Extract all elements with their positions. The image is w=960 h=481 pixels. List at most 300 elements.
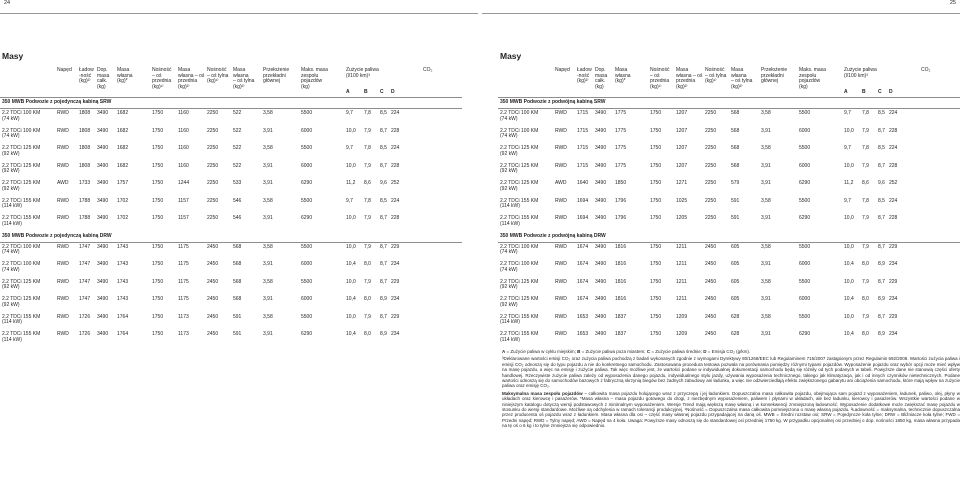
table-cell: 591: [731, 215, 740, 221]
table-cell: 2250: [705, 162, 717, 169]
table-cell: 5500: [799, 145, 811, 151]
column-header: Dop. masa całk. (kg): [595, 67, 608, 90]
table-cell: 11,2: [844, 180, 854, 186]
table-cell: 2450: [705, 261, 717, 267]
table-cell: 1715: [577, 127, 589, 134]
table-cell: 10,4: [346, 331, 356, 337]
table-cell: 229: [391, 313, 400, 320]
table-cell: 1271: [676, 180, 688, 186]
table-cell: 7,8: [862, 145, 869, 151]
table-cell: 3,91: [263, 127, 273, 134]
table-cell: 10,0: [346, 243, 356, 250]
table-cell: 1750: [650, 296, 662, 302]
table-cell: 2250: [705, 110, 717, 116]
table-cell: 3490: [595, 215, 607, 221]
table-cell: 1750: [650, 331, 662, 337]
table-cell: 2.2 TDCi 155 KM (114 kW): [2, 331, 41, 343]
table-cell: RWD: [555, 127, 567, 134]
table-cell: 1750: [650, 243, 662, 250]
table-cell: 3,58: [761, 243, 771, 250]
table-cell: 224: [391, 145, 400, 151]
table-cell: 3490: [97, 215, 109, 221]
table-cell: 229: [889, 313, 898, 320]
table-cell: 224: [889, 145, 898, 151]
table-cell: 605: [731, 296, 740, 302]
table-cell: 546: [233, 215, 242, 221]
table-cell: 1173: [178, 313, 189, 320]
table-cell: 8,7: [380, 278, 387, 285]
legend-key: C: [646, 349, 651, 354]
table-cell: 2.2 TDCi 125 KM (92 kW): [2, 180, 41, 192]
table-cell: 568: [233, 296, 242, 302]
table-cell: 224: [391, 197, 400, 204]
table-cell: 3,91: [263, 296, 273, 302]
table-cell: 5500: [301, 110, 313, 116]
table-cell: 2.2 TDCi 125 KM (92 kW): [500, 180, 539, 192]
table-cell: 234: [889, 261, 898, 267]
page-title: Masy: [2, 51, 24, 61]
divider: [498, 97, 960, 98]
table-cell: 2450: [207, 261, 219, 267]
table-cell: 2250: [705, 215, 717, 221]
column-header: Ładow -ność (kg)²⁾: [79, 67, 94, 85]
table-cell: 3490: [595, 145, 607, 151]
table-cell: 8,5: [380, 197, 387, 204]
table-cell: 6000: [799, 261, 811, 267]
table-cell: 1674: [577, 243, 589, 250]
divider: [498, 108, 960, 109]
table-cell: 9,7: [346, 110, 353, 116]
table-cell: 1207: [676, 127, 688, 134]
table-cell: RWD: [57, 296, 69, 302]
fuel-legend-note: [502, 349, 960, 354]
table-cell: AWD: [555, 180, 567, 186]
table-cell: 234: [889, 331, 898, 337]
table-cell: 3,91: [263, 162, 273, 169]
table-cell: 2250: [207, 162, 219, 169]
table-cell: 8,7: [380, 261, 387, 267]
table-cell: 3,58: [263, 243, 273, 250]
table-cell: 8,7: [380, 127, 387, 134]
table-cell: 1157: [178, 215, 189, 221]
table-cell: 2450: [207, 313, 219, 320]
table-cell: 1750: [152, 331, 164, 337]
table-cell: 229: [889, 243, 898, 250]
table-cell: 10,0: [844, 278, 854, 285]
table-cell: 7,9: [364, 127, 371, 134]
table-cell: 7,8: [862, 110, 869, 116]
fuel-subheader: C: [878, 89, 882, 95]
table-cell: 628: [731, 331, 740, 337]
table-cell: 2250: [207, 197, 219, 204]
table-cell: 2250: [207, 145, 219, 151]
table-cell: RWD: [555, 261, 567, 267]
table-cell: RWD: [555, 197, 567, 204]
table-cell: 3490: [595, 261, 607, 267]
table-cell: 228: [889, 162, 898, 169]
table-cell: 1808: [79, 127, 91, 134]
table-cell: 1750: [152, 162, 164, 169]
column-header: Dop. masa całk. (kg): [97, 67, 110, 90]
column-header: Zużycie paliwa (l/100 km)³: [346, 67, 379, 79]
table-cell: 3490: [97, 127, 109, 134]
table-cell: 2.2 TDCi 125 KM (92 kW): [500, 162, 539, 175]
table-cell: 591: [233, 331, 242, 337]
table-cell: 8,9: [878, 261, 885, 267]
table-cell: 1743: [117, 261, 129, 267]
table-cell: 3,91: [761, 261, 771, 267]
table-cell: 1674: [577, 278, 589, 285]
table-cell: 1788: [79, 197, 91, 204]
table-cell: 8,5: [380, 110, 387, 116]
table-cell: 1025: [676, 197, 688, 204]
table-cell: RWD: [555, 162, 567, 169]
table-cell: 8,7: [878, 215, 885, 221]
table-cell: 2450: [705, 313, 717, 320]
table-cell: 6290: [301, 215, 313, 221]
table-cell: 1743: [117, 278, 129, 285]
table-cell: 7,8: [862, 197, 869, 204]
emissions-note: ³Deklarowane wartości emisji CO₂ oraz zużycia paliwa pochodzą z badań wykonanych zgodnie z wymogami Dyrektywy 80/1268/EEC lub Regulaminem 715/2007 zastąpionym przez Regulamin 692/2008. Wartości zużycia paliwa i emisji CO₂ odnoszą się do typu pojazdu a nie do konkretnego samochodu. Zastosowana procedura testowa pozwala na porównania pomiędzy różnymi typami pojazdów. Wyposażenie pojazdu oraz wybór opcji może mieć wpływ na masę pojazdu, a więc na emisję i zużycie paliwa. Tak więc możliwe jest, że wartości podane w indywidualnej dokumentacji samochodu będą się różniły od tych podanych w tabeli. Powyższe dane nie stanowią części oferty handlowej. Rzeczywiste zużycie paliwa zależy od wyposażenia danego pojazdu, indywidualnego stylu jazdy, używania wyposażenia technicznego, takiego jak klimatyzacja, jak i od innych czynników nietechnicznych. Podane wartości odnoszą się do samochodów bazowych z fabryczną skrzynią biegów bez żadnych zabudowy ani ładunku, a więc nie odzwierciedlają efektu zwiększonego gabarytu ani obciążenia samochodu, które mają wpływ na zużycie paliwa oraz emisję CO₂.: [502, 356, 960, 389]
table-cell: 3490: [97, 331, 109, 337]
table-cell: 3,58: [263, 145, 273, 151]
table-cell: 1757: [117, 180, 129, 186]
divider: [0, 242, 462, 243]
table-cell: 568: [233, 243, 242, 250]
table-cell: 5500: [301, 197, 313, 204]
column-header: Napęd: [57, 67, 72, 73]
table-cell: 1715: [577, 162, 589, 169]
masses-note: [502, 391, 960, 429]
table-cell: 11,2: [346, 180, 356, 186]
table-cell: 5500: [799, 243, 811, 250]
table-cell: 228: [391, 215, 400, 221]
table-cell: 1743: [117, 296, 129, 302]
table-cell: 2.2 TDCi 100 KM (74 kW): [2, 127, 41, 140]
table-cell: 3,58: [761, 110, 771, 116]
table-cell: 229: [391, 278, 400, 285]
table-cell: 8,6: [364, 180, 371, 186]
table-cell: 8,7: [878, 278, 885, 285]
table-cell: 8,9: [380, 296, 387, 302]
table-cell: 2250: [207, 180, 219, 186]
table-cell: 1640: [577, 180, 589, 186]
divider: [0, 97, 462, 98]
section-title: 350 MWB Podwozie z pojedynczą kabiną SRW: [2, 99, 112, 105]
table-cell: 1209: [676, 331, 688, 337]
table-cell: 1764: [117, 313, 129, 320]
table-cell: 2250: [705, 180, 717, 186]
table-cell: RWD: [555, 296, 567, 302]
table-cell: 9,7: [844, 197, 851, 204]
table-cell: 1750: [152, 110, 164, 116]
table-cell: 1775: [615, 162, 627, 169]
table-cell: 3,58: [761, 197, 771, 204]
table-cell: 7,9: [364, 278, 371, 285]
table-cell: 8,0: [862, 331, 869, 337]
table-cell: 10,0: [346, 278, 356, 285]
table-cell: 6000: [301, 296, 313, 302]
table-cell: 605: [731, 243, 740, 250]
fuel-subheader: B: [364, 89, 368, 95]
table-cell: 1160: [178, 145, 189, 151]
table-cell: 2.2 TDCi 125 KM (92 kW): [500, 145, 539, 157]
table-cell: RWD: [57, 261, 69, 267]
table-cell: RWD: [555, 243, 567, 250]
legend-key: D: [703, 349, 707, 354]
table-cell: 1211: [676, 296, 687, 302]
table-cell: 228: [889, 127, 898, 134]
table-cell: 5500: [301, 313, 313, 320]
table-cell: 2250: [207, 110, 219, 116]
table-cell: 1733: [79, 180, 91, 186]
column-header: Nośność – oś tylna (kg)¹⁾: [705, 67, 727, 85]
table-cell: 3490: [97, 145, 109, 151]
table-cell: 3,58: [761, 145, 771, 151]
table-cell: 3,91: [263, 261, 273, 267]
table-cell: 1175: [178, 296, 189, 302]
table-cell: 568: [731, 145, 740, 151]
table-cell: 10,0: [346, 162, 356, 169]
table-cell: 2.2 TDCi 100 KM (74 kW): [500, 243, 539, 256]
table-cell: 1775: [615, 145, 627, 151]
table-cell: 1653: [577, 313, 589, 320]
table-cell: 1775: [615, 127, 627, 134]
table-cell: 224: [889, 197, 898, 204]
table-cell: 8,7: [878, 313, 885, 320]
table-cell: 1750: [650, 215, 662, 221]
table-cell: 1816: [615, 296, 627, 302]
table-cell: 234: [391, 331, 400, 337]
table-cell: 8,9: [878, 296, 885, 302]
table-cell: 1211: [676, 278, 687, 285]
table-cell: RWD: [57, 127, 69, 134]
table-cell: 522: [233, 162, 242, 169]
table-cell: RWD: [555, 313, 567, 320]
table-cell: 5500: [301, 278, 313, 285]
section-title: 350 MWB Podwozie z podwójną kabiną DRW: [500, 232, 606, 239]
legend-text: = Zużycie paliwa w cyklu miejskim;: [505, 349, 578, 354]
legend-text: = Zużycie paliwa średnie;: [650, 349, 704, 354]
table-cell: 9,6: [878, 180, 885, 186]
section-title: 350 MWB Podwozie z pojedynczą kabiną DRW: [2, 232, 112, 239]
table-cell: 10,0: [346, 127, 356, 134]
table-cell: 2.2 TDCi 100 KM (74 kW): [2, 261, 41, 273]
table-cell: 7,9: [364, 313, 371, 320]
column-header: Masa własna – oś przednia (kg)²⁾: [178, 67, 205, 90]
table-cell: 9,7: [346, 197, 353, 204]
table-cell: 8,7: [380, 215, 387, 221]
table-cell: 2450: [705, 278, 717, 285]
table-cell: 2.2 TDCi 155 KM (114 kW): [2, 313, 41, 326]
table-cell: RWD: [57, 313, 69, 320]
legend-key: A: [502, 349, 506, 354]
table-cell: 2.2 TDCi 155 KM (114 kW): [500, 313, 539, 326]
table-cell: 3490: [595, 127, 607, 134]
table-cell: 1808: [79, 110, 91, 116]
table-cell: RWD: [57, 331, 69, 337]
table-cell: RWD: [555, 145, 567, 151]
divider: [498, 242, 960, 243]
table-cell: 1160: [178, 110, 189, 116]
masses-note-text: – całkowita masa pojazdu holującego wraz z przyczepą i jej ładunkiem. Dopuszczalna masa całkowita pojazdu, obejmująca sam pojazd z wyposażeniem, ładunek, paliwo, olej, płyny w układach oraz kierowcę i pasażerów. *Masa własna – masa pojazdu gotowego do drogi, z niezbędnym wyposażeniem, paliwem i płynami w układach, ale bez ładunku, kierowcy i pasażerów. Wszystkie wartości podane w niniejszym katalogu dotyczą wersji podstawowych z minimalnym wyposażeniem. Wersje Trend mają większą masę własną i w konsekwencji zmniejszoną ładowność. Wyposażenie dodatkowe może zwiększać masę pojazdu w stosunku do wersji standardowe. Możliwe są odchylenia w ramach tolerancji produkcyjnej. ¹Nośność = Dopuszczalna masa całkowita pomniejszona o masę własną pojazdu. ²Ładowność = maksymalna, technicznie dopuszczalna przez producenta oś pojazdu wraz z ładunkiem. Masa własna dla osi – część masy własnej pojazdu przypadającej na daną oś. MWB = Średni rozstaw osi; SRW = Pojedyncze koła tylne; DRW = Bliźniacze koła tylne; FWD = Przedni napęd; RWD = Tylny napęd; AWD = Napęd na 4 koła. Uwaga: Powyższe masy odnoszą się do standardowej osi przedniej 1750 kg. W przypadku opcjonalnej osi przedniej o dop. nośności 1850 kg, masa własna przypada na tę oś o 6 kg i to tylne zmniejsza się odpowiednio.: [502, 390, 960, 429]
table-cell: 229: [391, 243, 400, 250]
table-cell: 228: [391, 127, 400, 134]
table-cell: 7,8: [364, 197, 371, 204]
table-cell: 3490: [97, 110, 109, 116]
table-cell: 591: [233, 313, 242, 320]
table-cell: 3490: [97, 278, 109, 285]
table-cell: 1175: [178, 261, 189, 267]
table-cell: 8,5: [878, 110, 885, 116]
table-cell: 1702: [117, 197, 129, 204]
table-cell: 7,9: [364, 215, 371, 221]
divider: [482, 13, 960, 14]
fuel-subheader: B: [862, 89, 866, 95]
table-cell: 3,58: [263, 313, 273, 320]
table-cell: 3490: [595, 243, 607, 250]
table-cell: 605: [731, 261, 740, 267]
fuel-subheader: D: [391, 89, 395, 95]
column-header: Zużycie paliwa (l/100 km)³: [844, 67, 877, 79]
table-cell: 2.2 TDCi 100 KM (74 kW): [500, 261, 539, 273]
table-cell: 1750: [152, 296, 164, 302]
table-cell: 1702: [117, 215, 129, 221]
table-cell: 2450: [705, 296, 717, 302]
table-cell: 1796: [615, 215, 627, 221]
table-cell: 1750: [650, 197, 662, 204]
table-cell: 224: [889, 110, 898, 116]
table-cell: 1209: [676, 313, 688, 320]
table-cell: 579: [731, 180, 740, 186]
table-cell: 1205: [676, 215, 688, 221]
table-cell: 3,91: [263, 215, 273, 221]
table-cell: 2.2 TDCi 125 KM (92 kW): [500, 296, 539, 308]
table-cell: 10,0: [844, 127, 854, 134]
table-cell: 228: [889, 215, 898, 221]
table-cell: 1764: [117, 331, 129, 337]
table-cell: 3,91: [263, 331, 273, 337]
table-cell: 1750: [650, 145, 662, 151]
table-cell: 234: [889, 296, 898, 302]
table-cell: 1796: [615, 197, 627, 204]
table-cell: 522: [233, 110, 242, 116]
table-cell: RWD: [555, 215, 567, 221]
table-cell: 8,7: [878, 243, 885, 250]
legend-key: B: [577, 349, 581, 354]
table-cell: 3490: [97, 243, 109, 250]
table-cell: 1750: [650, 110, 662, 116]
table-cell: 1682: [117, 145, 129, 151]
table-cell: 1694: [577, 197, 589, 204]
table-cell: 3490: [97, 162, 109, 169]
page-number-left: 24: [4, 0, 11, 6]
table-cell: 1750: [152, 215, 164, 221]
table-cell: 2450: [207, 278, 219, 285]
table-cell: 3490: [97, 296, 109, 302]
table-cell: 2450: [207, 331, 219, 337]
column-header: Nośność – oś przednia (kg)¹⁾: [152, 67, 172, 90]
table-cell: 6000: [799, 296, 811, 302]
table-cell: 568: [731, 110, 740, 116]
table-cell: 7,9: [862, 162, 869, 169]
table-cell: 3490: [595, 313, 607, 320]
table-cell: 1743: [117, 243, 129, 250]
table-cell: 1674: [577, 261, 589, 267]
table-cell: 2.2 TDCi 125 KM (92 kW): [2, 278, 41, 291]
table-cell: 3,58: [263, 278, 273, 285]
legend-text: = Emisja CO₂ (g/km).: [706, 349, 751, 354]
table-cell: 1674: [577, 296, 589, 302]
table-cell: 1816: [615, 243, 627, 250]
table-cell: 2.2 TDCi 155 KM (114 kW): [500, 197, 539, 210]
table-cell: RWD: [57, 145, 69, 151]
column-header: Nośność – oś tylna (kg)¹⁾: [207, 67, 229, 85]
column-header: CO₂: [921, 67, 931, 73]
fuel-subheader: D: [889, 89, 893, 95]
table-cell: RWD: [555, 110, 567, 116]
table-cell: 8,0: [364, 261, 371, 267]
table-cell: 3,58: [761, 313, 771, 320]
table-cell: 2450: [705, 331, 717, 337]
table-cell: 10,0: [346, 215, 356, 221]
table-cell: 568: [731, 162, 740, 169]
table-cell: 10,0: [346, 313, 356, 320]
table-cell: 10,0: [844, 162, 854, 169]
table-cell: 1211: [676, 243, 687, 250]
table-cell: 8,9: [380, 331, 387, 337]
table-cell: 7,9: [364, 243, 371, 250]
divider: [0, 108, 462, 109]
table-cell: 2.2 TDCi 155 KM (114 kW): [500, 331, 539, 343]
table-cell: 2.2 TDCi 155 KM (114 kW): [2, 197, 41, 210]
table-cell: 1750: [650, 278, 662, 285]
table-cell: 2250: [207, 215, 219, 221]
fuel-subheader: A: [844, 89, 848, 95]
table-cell: 3,91: [263, 180, 273, 186]
table-cell: 10,4: [844, 296, 854, 302]
table-cell: RWD: [555, 331, 567, 337]
table-cell: 5500: [799, 278, 811, 285]
table-cell: 10,0: [844, 243, 854, 250]
table-cell: 3,91: [761, 331, 771, 337]
table-cell: 8,0: [364, 296, 371, 302]
column-header: Nośność – oś przednia (kg)¹⁾: [650, 67, 670, 90]
table-cell: 1715: [577, 110, 589, 116]
page-title: Masy: [500, 51, 522, 61]
table-cell: 1244: [178, 180, 190, 186]
table-cell: 1747: [79, 296, 91, 302]
table-cell: 8,7: [380, 313, 387, 320]
table-cell: 7,9: [364, 162, 371, 169]
divider: [0, 13, 478, 14]
table-cell: RWD: [57, 110, 69, 116]
table-cell: 10,4: [844, 331, 854, 337]
table-cell: 3490: [595, 197, 607, 204]
column-header: CO₂: [423, 67, 433, 73]
table-cell: 2.2 TDCi 100 KM (74 kW): [2, 243, 41, 256]
table-cell: 1750: [650, 127, 662, 134]
table-cell: 1173: [178, 331, 189, 337]
column-header: Masa własna (kg)*: [117, 67, 133, 85]
table-cell: 1175: [178, 278, 189, 285]
table-cell: 1726: [79, 313, 91, 320]
table-cell: 2450: [207, 243, 219, 250]
table-cell: 8,5: [878, 197, 885, 204]
table-cell: 3490: [97, 197, 109, 204]
table-cell: 3,91: [761, 127, 771, 134]
column-header: Masa własna (kg)*: [615, 67, 631, 85]
